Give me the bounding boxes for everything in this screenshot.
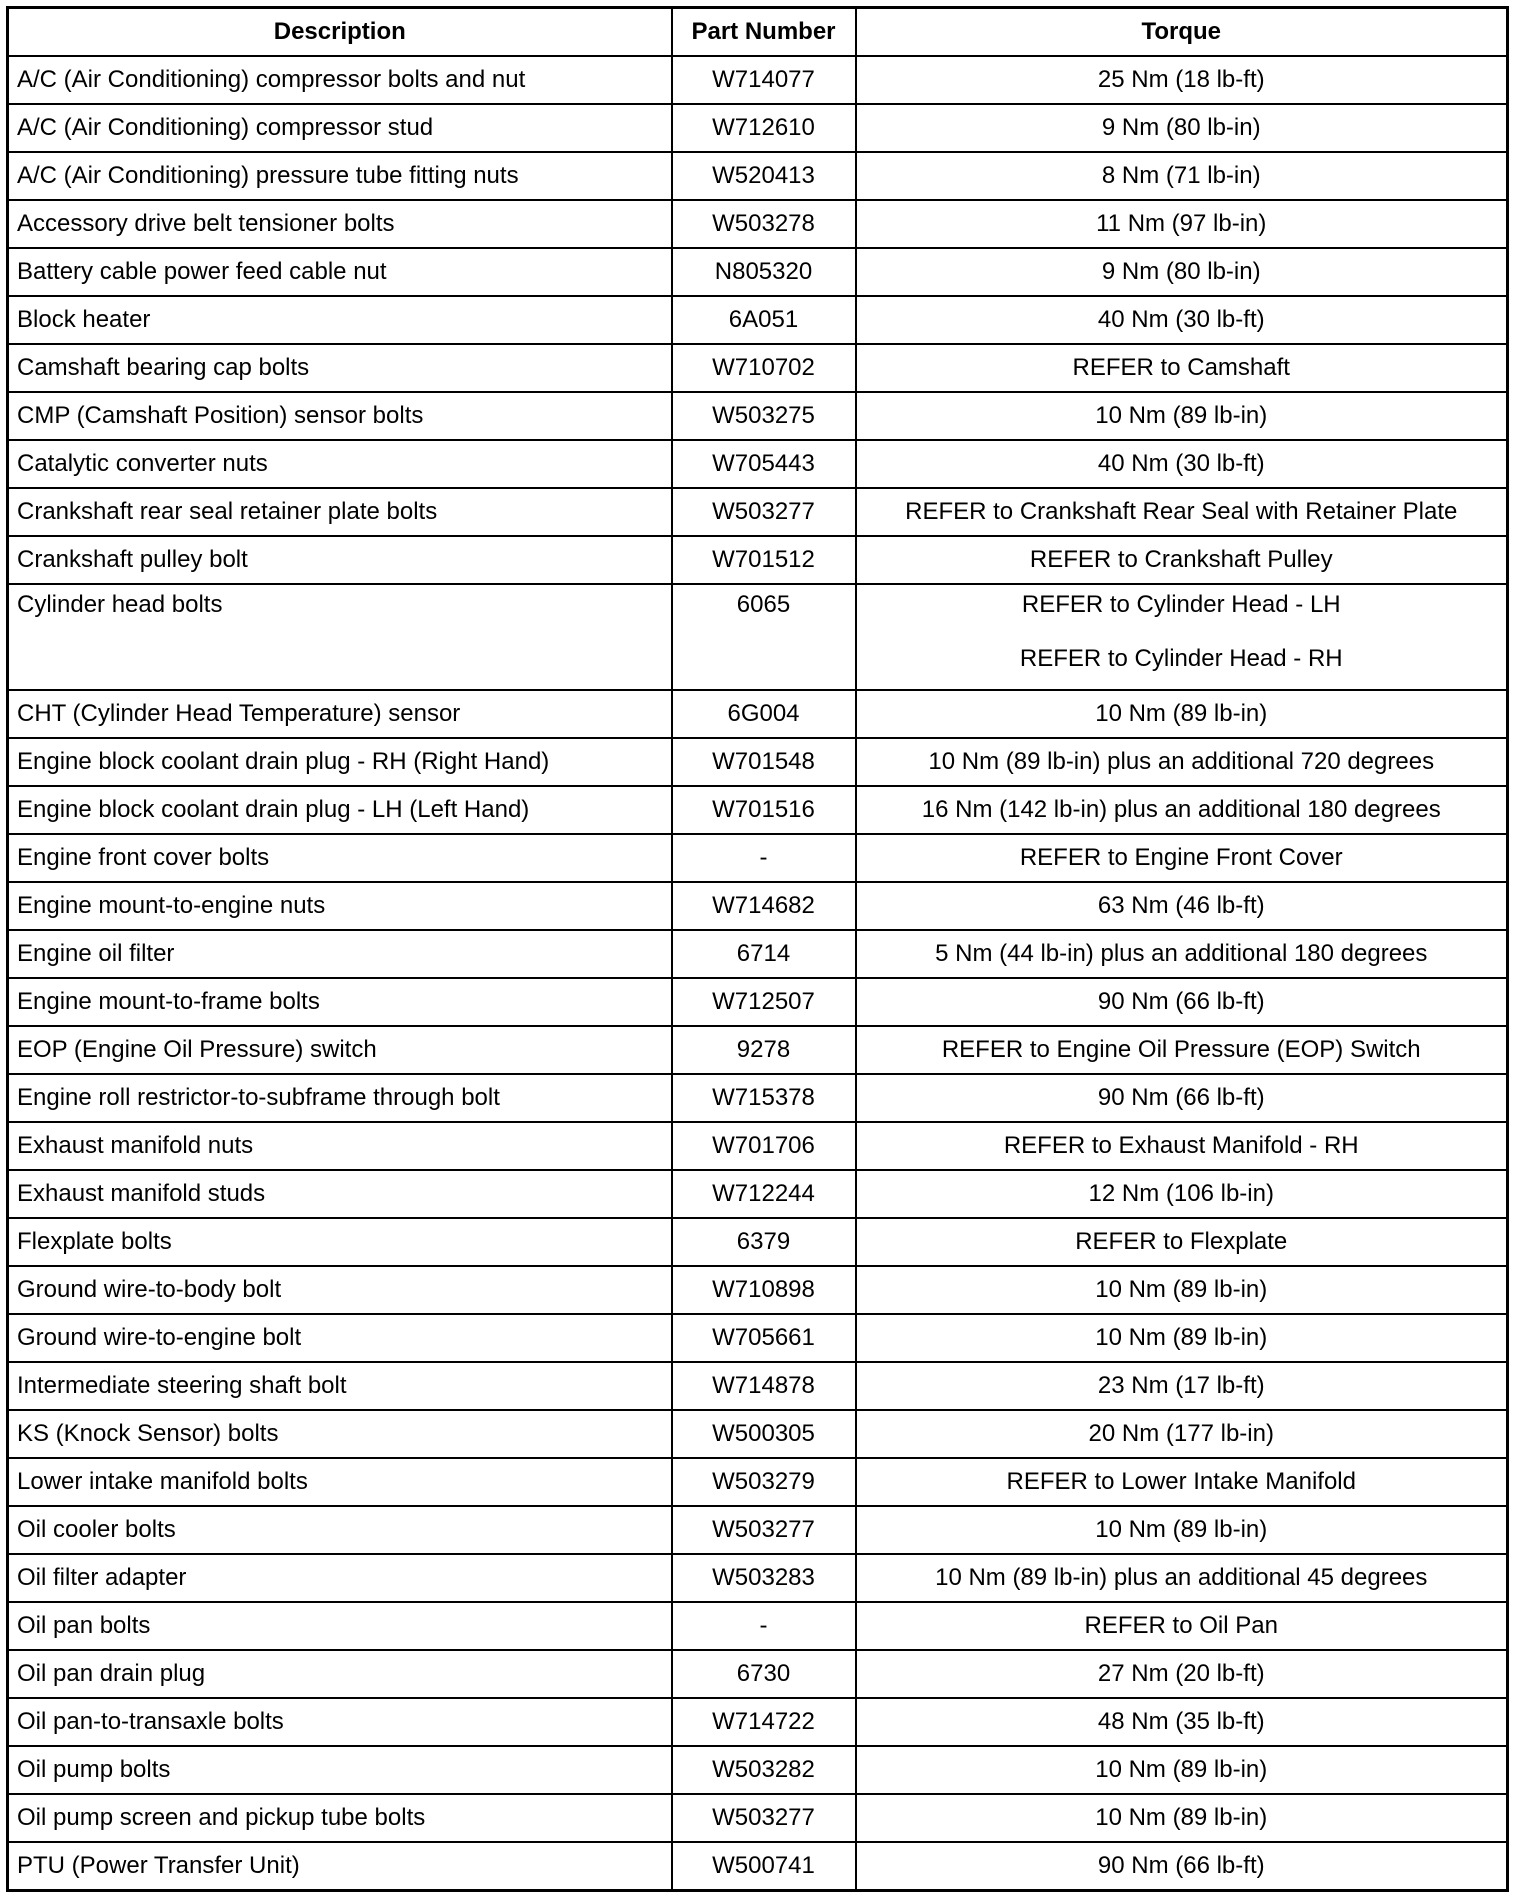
- cell-description: Engine block coolant drain plug - RH (Right Hand): [8, 738, 672, 786]
- table-row: [8, 488, 1508, 536]
- table-row: [8, 1842, 1508, 1891]
- cell-description: Oil pump screen and pickup tube bolts: [8, 1794, 672, 1842]
- cell-description: Camshaft bearing cap bolts: [8, 344, 672, 392]
- cell-torque: [856, 1266, 1508, 1314]
- cell-part-number: W705661: [672, 1314, 856, 1362]
- torque-value: 25 Nm (18 lb-ft): [1097, 66, 1265, 93]
- torque-value: 10 Nm (89 lb-in): [1095, 1516, 1268, 1543]
- cell-torque: [856, 1746, 1508, 1794]
- cell-torque: [856, 786, 1508, 834]
- cell-description: Block heater: [8, 296, 672, 344]
- table-body: [8, 56, 1508, 1891]
- torque-value: REFER to Lower Intake Manifold: [1006, 1468, 1356, 1495]
- torque-value: 40 Nm (30 lb-ft): [1097, 306, 1265, 333]
- table-row: [8, 584, 1508, 690]
- cell-torque: [856, 882, 1508, 930]
- cell-torque: [856, 930, 1508, 978]
- torque-value: REFER to Crankshaft Pulley: [1029, 546, 1333, 573]
- torque-value: REFER to Crankshaft Rear Seal with Retainer Plate: [905, 498, 1458, 525]
- cell-part-number: W500305: [672, 1410, 856, 1458]
- cell-part-number: W500741: [672, 1842, 856, 1891]
- cell-description: CMP (Camshaft Position) sensor bolts: [8, 392, 672, 440]
- torque-value: REFER to Camshaft: [1072, 354, 1290, 381]
- cell-description: Engine mount-to-engine nuts: [8, 882, 672, 930]
- table-row: [8, 344, 1508, 392]
- torque-value: 20 Nm (177 lb-in): [1088, 1420, 1274, 1447]
- torque-value: 8 Nm (71 lb-in): [1101, 162, 1261, 189]
- torque-value: REFER to Cylinder Head - RH: [1019, 645, 1343, 672]
- cell-part-number: W712507: [672, 978, 856, 1026]
- cell-torque: [856, 1026, 1508, 1074]
- cell-description: A/C (Air Conditioning) compressor bolts and nut: [8, 56, 672, 104]
- cell-description: Crankshaft pulley bolt: [8, 536, 672, 584]
- cell-torque: [856, 440, 1508, 488]
- cell-part-number: W701516: [672, 786, 856, 834]
- cell-torque: [856, 1698, 1508, 1746]
- cell-torque: [856, 248, 1508, 296]
- torque-value: 27 Nm (20 lb-ft): [1097, 1660, 1265, 1687]
- torque-value: 11 Nm (97 lb-in): [1096, 210, 1267, 237]
- cell-torque: [856, 344, 1508, 392]
- cell-part-number: 6379: [672, 1218, 856, 1266]
- table-row: [8, 536, 1508, 584]
- torque-value: 10 Nm (89 lb-in): [1095, 700, 1268, 727]
- cell-part-number: W520413: [672, 152, 856, 200]
- table-row: [8, 1698, 1508, 1746]
- torque-value: 48 Nm (35 lb-ft): [1097, 1708, 1265, 1735]
- cell-part-number: -: [672, 1602, 856, 1650]
- table-row: [8, 1266, 1508, 1314]
- cell-part-number: W701548: [672, 738, 856, 786]
- cell-part-number: W503279: [672, 1458, 856, 1506]
- header-part-number: Part Number: [672, 8, 856, 57]
- cell-torque: [856, 1794, 1508, 1842]
- table-row: [8, 1794, 1508, 1842]
- torque-value: 10 Nm (89 lb-in) plus an additional 45 degrees: [935, 1564, 1428, 1591]
- cell-description: Crankshaft rear seal retainer plate bolts: [8, 488, 672, 536]
- torque-value: 90 Nm (66 lb-ft): [1097, 988, 1265, 1015]
- cell-description: Accessory drive belt tensioner bolts: [8, 200, 672, 248]
- cell-part-number: W701512: [672, 536, 856, 584]
- cell-description: Engine roll restrictor-to-subframe through bolt: [8, 1074, 672, 1122]
- cell-torque: [856, 1218, 1508, 1266]
- cell-part-number: W503283: [672, 1554, 856, 1602]
- table-row: [8, 56, 1508, 104]
- table-row: [8, 1458, 1508, 1506]
- cell-torque: [856, 834, 1508, 882]
- cell-part-number: W710702: [672, 344, 856, 392]
- cell-torque: [856, 104, 1508, 152]
- table-row: [8, 1314, 1508, 1362]
- cell-torque: [856, 536, 1508, 584]
- torque-specification-table: [6, 6, 1509, 1892]
- cell-part-number: 9278: [672, 1026, 856, 1074]
- torque-value: REFER to Cylinder Head - LH: [1021, 591, 1341, 618]
- torque-value: 10 Nm (89 lb-in) plus an additional 720 degrees: [928, 748, 1435, 775]
- cell-part-number: N805320: [672, 248, 856, 296]
- header-torque: Torque: [856, 8, 1508, 57]
- table-row: [8, 1074, 1508, 1122]
- cell-description: Oil filter adapter: [8, 1554, 672, 1602]
- cell-torque: [856, 296, 1508, 344]
- cell-torque: [856, 152, 1508, 200]
- table-row: [8, 930, 1508, 978]
- table-row: [8, 1602, 1508, 1650]
- cell-torque: [856, 690, 1508, 738]
- table-row: [8, 834, 1508, 882]
- table-row: [8, 200, 1508, 248]
- cell-torque: [856, 200, 1508, 248]
- cell-description: KS (Knock Sensor) bolts: [8, 1410, 672, 1458]
- table-row: [8, 1506, 1508, 1554]
- torque-value: REFER to Exhaust Manifold - RH: [1003, 1132, 1359, 1159]
- cell-torque: [856, 488, 1508, 536]
- cell-torque: [856, 1122, 1508, 1170]
- torque-value: 10 Nm (89 lb-in): [1095, 1756, 1268, 1783]
- cell-description: A/C (Air Conditioning) compressor stud: [8, 104, 672, 152]
- torque-value: 10 Nm (89 lb-in): [1095, 1324, 1268, 1351]
- cell-description: Oil pan drain plug: [8, 1650, 672, 1698]
- cell-torque: [856, 1074, 1508, 1122]
- cell-part-number: W503275: [672, 392, 856, 440]
- table-row: [8, 1218, 1508, 1266]
- table-row: [8, 1170, 1508, 1218]
- torque-value: 10 Nm (89 lb-in): [1095, 1804, 1268, 1831]
- cell-torque: [856, 1458, 1508, 1506]
- cell-part-number: W714682: [672, 882, 856, 930]
- cell-description: A/C (Air Conditioning) pressure tube fitting nuts: [8, 152, 672, 200]
- cell-torque: [856, 1602, 1508, 1650]
- table-row: [8, 248, 1508, 296]
- cell-torque: [856, 584, 1508, 690]
- cell-description: Oil pan-to-transaxle bolts: [8, 1698, 672, 1746]
- table-header-row: [8, 8, 1508, 57]
- table-row: [8, 690, 1508, 738]
- table-row: [8, 1122, 1508, 1170]
- torque-value: 90 Nm (66 lb-ft): [1097, 1852, 1265, 1879]
- cell-part-number: W714077: [672, 56, 856, 104]
- torque-value: 9 Nm (80 lb-in): [1101, 114, 1261, 141]
- cell-description: CHT (Cylinder Head Temperature) sensor: [8, 690, 672, 738]
- cell-description: Lower intake manifold bolts: [8, 1458, 672, 1506]
- torque-value: 63 Nm (46 lb-ft): [1097, 892, 1265, 919]
- cell-part-number: W503282: [672, 1746, 856, 1794]
- cell-part-number: W503278: [672, 200, 856, 248]
- cell-torque: [856, 1650, 1508, 1698]
- torque-value: REFER to Flexplate: [1075, 1228, 1288, 1255]
- cell-description: Engine block coolant drain plug - LH (Left Hand): [8, 786, 672, 834]
- cell-description: Battery cable power feed cable nut: [8, 248, 672, 296]
- cell-torque: [856, 978, 1508, 1026]
- cell-part-number: W705443: [672, 440, 856, 488]
- cell-part-number: W710898: [672, 1266, 856, 1314]
- cell-torque: [856, 1170, 1508, 1218]
- cell-torque: [856, 392, 1508, 440]
- cell-part-number: 6G004: [672, 690, 856, 738]
- torque-value: 10 Nm (89 lb-in): [1095, 402, 1268, 429]
- cell-part-number: W715378: [672, 1074, 856, 1122]
- table-row: [8, 440, 1508, 488]
- cell-part-number: 6714: [672, 930, 856, 978]
- cell-part-number: 6730: [672, 1650, 856, 1698]
- cell-part-number: W714722: [672, 1698, 856, 1746]
- cell-part-number: W503277: [672, 1794, 856, 1842]
- table-row: [8, 882, 1508, 930]
- cell-description: EOP (Engine Oil Pressure) switch: [8, 1026, 672, 1074]
- cell-part-number: W503277: [672, 1506, 856, 1554]
- cell-torque: [856, 1362, 1508, 1410]
- cell-part-number: W712610: [672, 104, 856, 152]
- torque-value: 5 Nm (44 lb-in) plus an additional 180 degrees: [935, 940, 1428, 967]
- cell-description: Catalytic converter nuts: [8, 440, 672, 488]
- table-row: [8, 738, 1508, 786]
- table-row: [8, 1362, 1508, 1410]
- cell-description: Ground wire-to-body bolt: [8, 1266, 672, 1314]
- torque-value: 90 Nm (66 lb-ft): [1097, 1084, 1265, 1111]
- cell-part-number: 6065: [672, 584, 856, 690]
- cell-torque: [856, 738, 1508, 786]
- table-row: [8, 1410, 1508, 1458]
- cell-part-number: W712244: [672, 1170, 856, 1218]
- torque-value: 40 Nm (30 lb-ft): [1097, 450, 1265, 477]
- torque-value: 16 Nm (142 lb-in) plus an additional 180 degrees: [921, 796, 1441, 823]
- torque-value: REFER to Engine Oil Pressure (EOP) Switch: [941, 1036, 1421, 1063]
- cell-part-number: W714878: [672, 1362, 856, 1410]
- torque-value: REFER to Oil Pan: [1084, 1612, 1278, 1639]
- cell-part-number: W503277: [672, 488, 856, 536]
- torque-value: 12 Nm (106 lb-in): [1088, 1180, 1274, 1207]
- cell-description: Cylinder head bolts: [8, 584, 672, 690]
- table-row: [8, 392, 1508, 440]
- table-row: [8, 152, 1508, 200]
- cell-description: Engine oil filter: [8, 930, 672, 978]
- table-row: [8, 1746, 1508, 1794]
- table-row: [8, 1554, 1508, 1602]
- header-description: Description: [8, 8, 672, 57]
- table-row: [8, 978, 1508, 1026]
- cell-part-number: 6A051: [672, 296, 856, 344]
- cell-description: Ground wire-to-engine bolt: [8, 1314, 672, 1362]
- cell-torque: [856, 1554, 1508, 1602]
- cell-part-number: W701706: [672, 1122, 856, 1170]
- cell-description: Oil pump bolts: [8, 1746, 672, 1794]
- table-row: [8, 786, 1508, 834]
- torque-value: 9 Nm (80 lb-in): [1101, 258, 1261, 285]
- cell-description: Exhaust manifold nuts: [8, 1122, 672, 1170]
- cell-description: Exhaust manifold studs: [8, 1170, 672, 1218]
- table-row: [8, 296, 1508, 344]
- torque-value: REFER to Engine Front Cover: [1019, 844, 1343, 871]
- cell-description: Oil cooler bolts: [8, 1506, 672, 1554]
- table-row: [8, 1650, 1508, 1698]
- cell-torque: [856, 1842, 1508, 1891]
- cell-description: Engine mount-to-frame bolts: [8, 978, 672, 1026]
- cell-description: Oil pan bolts: [8, 1602, 672, 1650]
- cell-part-number: -: [672, 834, 856, 882]
- table-row: [8, 1026, 1508, 1074]
- torque-value: 10 Nm (89 lb-in): [1095, 1276, 1268, 1303]
- cell-torque: [856, 56, 1508, 104]
- torque-value: 23 Nm (17 lb-ft): [1097, 1372, 1265, 1399]
- cell-torque: [856, 1506, 1508, 1554]
- cell-description: PTU (Power Transfer Unit): [8, 1842, 672, 1891]
- table-row: [8, 104, 1508, 152]
- cell-description: Flexplate bolts: [8, 1218, 672, 1266]
- cell-torque: [856, 1314, 1508, 1362]
- cell-description: Intermediate steering shaft bolt: [8, 1362, 672, 1410]
- cell-torque: [856, 1410, 1508, 1458]
- cell-description: Engine front cover bolts: [8, 834, 672, 882]
